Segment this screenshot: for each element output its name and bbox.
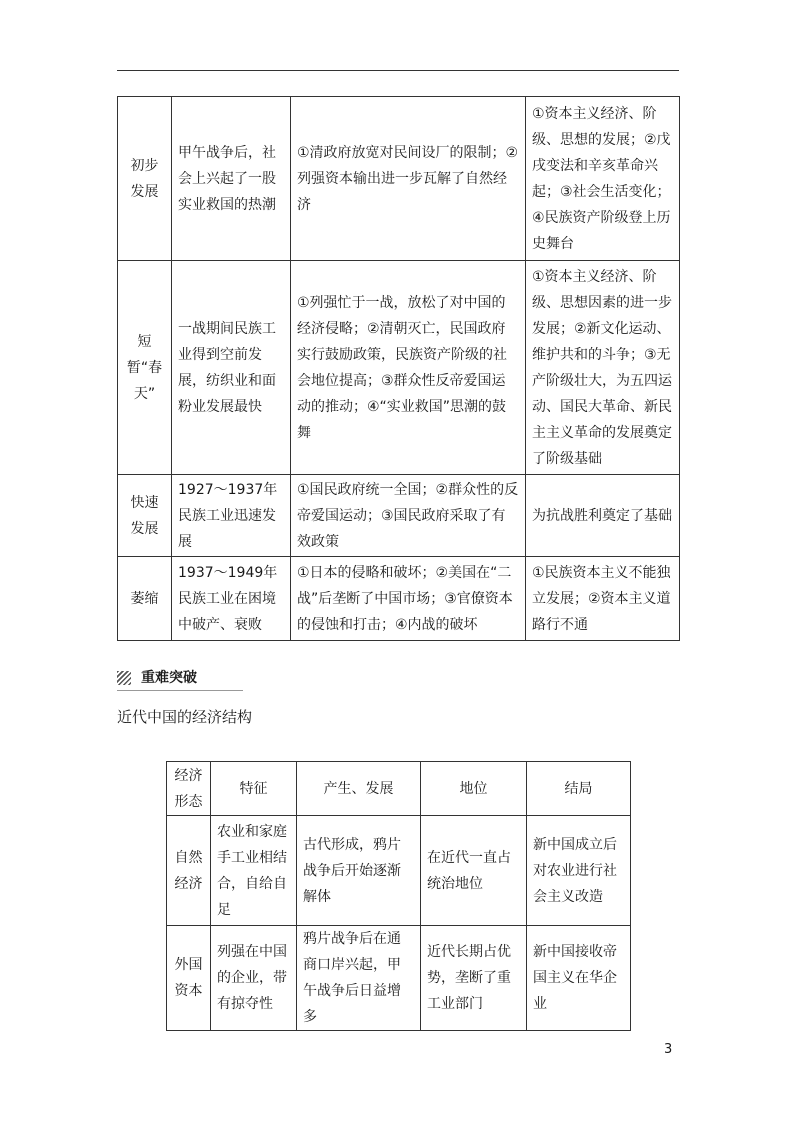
- development-cell: 古代形成，鸦片战争后开始逐渐解体: [297, 816, 421, 926]
- section-mark-icon: [117, 671, 131, 685]
- causes-cell: ①列强忙于一战，放松了对中国的经济侵略；②清朝灭亡，民国政府实行鼓励政策，民族资产阶级的社会地位提高；③群众性反帝爱国运动的推动；④“实业救国”思潮的鼓舞: [291, 261, 526, 475]
- table-header-row: [167, 762, 631, 816]
- table-row: [118, 261, 680, 475]
- stage-cell: 初步发展: [118, 97, 172, 261]
- development-cell: 鸦片战争后在通商口岸兴起，甲午战争后日益增多: [297, 926, 421, 1031]
- stage-cell: 快速发展: [118, 475, 172, 557]
- national-industry-table: [117, 96, 680, 641]
- feature-cell: 农业和家庭手工业相结合，自给自足: [211, 816, 297, 926]
- column-header: 特征: [211, 762, 297, 816]
- section-heading: [117, 668, 243, 691]
- section-intro: 近代中国的经济结构: [117, 708, 253, 726]
- table-row: [118, 557, 680, 641]
- table-row: [167, 816, 631, 926]
- status-cell: 近代长期占优势，垄断了重工业部门: [421, 926, 527, 1031]
- outcome-cell: 新中国成立后对农业进行社会主义改造: [527, 816, 631, 926]
- impact-cell: ①资本主义经济、阶级、思想的发展；②戊戌变法和辛亥革命兴起；③社会生活变化；④民族资产阶级登上历史舞台: [526, 97, 680, 261]
- stage-cell: 萎缩: [118, 557, 172, 641]
- causes-cell: ①国民政府统一全国；②群众性的反帝爱国运动；③国民政府采取了有效政策: [291, 475, 526, 557]
- page-number: 3: [664, 1042, 673, 1057]
- performance-cell: 1927～1937年民族工业迅速发展: [172, 475, 291, 557]
- performance-cell: 甲午战争后，社会上兴起了一股实业救国的热潮: [172, 97, 291, 261]
- header-rule: [117, 70, 679, 71]
- table-row: [167, 926, 631, 1031]
- impact-cell: ①民族资本主义不能独立发展；②资本主义道路行不通: [526, 557, 680, 641]
- column-header: 地位: [421, 762, 527, 816]
- column-header: 结局: [527, 762, 631, 816]
- economic-structure-table: [166, 761, 631, 1031]
- table-row: [118, 475, 680, 557]
- performance-cell: 1937～1949年民族工业在困境中破产、衰败: [172, 557, 291, 641]
- performance-cell: 一战期间民族工业得到空前发展，纺织业和面粉业发展最快: [172, 261, 291, 475]
- outcome-cell: 新中国接收帝国主义在华企业: [527, 926, 631, 1031]
- stage-cell: 短暂“春天”: [118, 261, 172, 475]
- causes-cell: ①日本的侵略和破坏；②美国在“二战”后垄断了中国市场；③官僚资本的侵蚀和打击；④内战的破坏: [291, 557, 526, 641]
- column-header: 产生、发展: [297, 762, 421, 816]
- causes-cell: ①清政府放宽对民间设厂的限制；②列强资本输出进一步瓦解了自然经济: [291, 97, 526, 261]
- form-cell: 外国资本: [167, 926, 211, 1031]
- table-row: [118, 97, 680, 261]
- feature-cell: 列强在中国的企业，带有掠夺性: [211, 926, 297, 1031]
- impact-cell: 为抗战胜利奠定了基础: [526, 475, 680, 557]
- section-title: 重难突破: [141, 670, 197, 686]
- impact-cell: ①资本主义经济、阶级、思想因素的进一步发展；②新文化运动、维护共和的斗争；③无产阶级壮大，为五四运动、国民大革命、新民主主义革命的发展奠定了阶级基础: [526, 261, 680, 475]
- column-header: 经济形态: [167, 762, 211, 816]
- form-cell: 自然经济: [167, 816, 211, 926]
- status-cell: 在近代一直占统治地位: [421, 816, 527, 926]
